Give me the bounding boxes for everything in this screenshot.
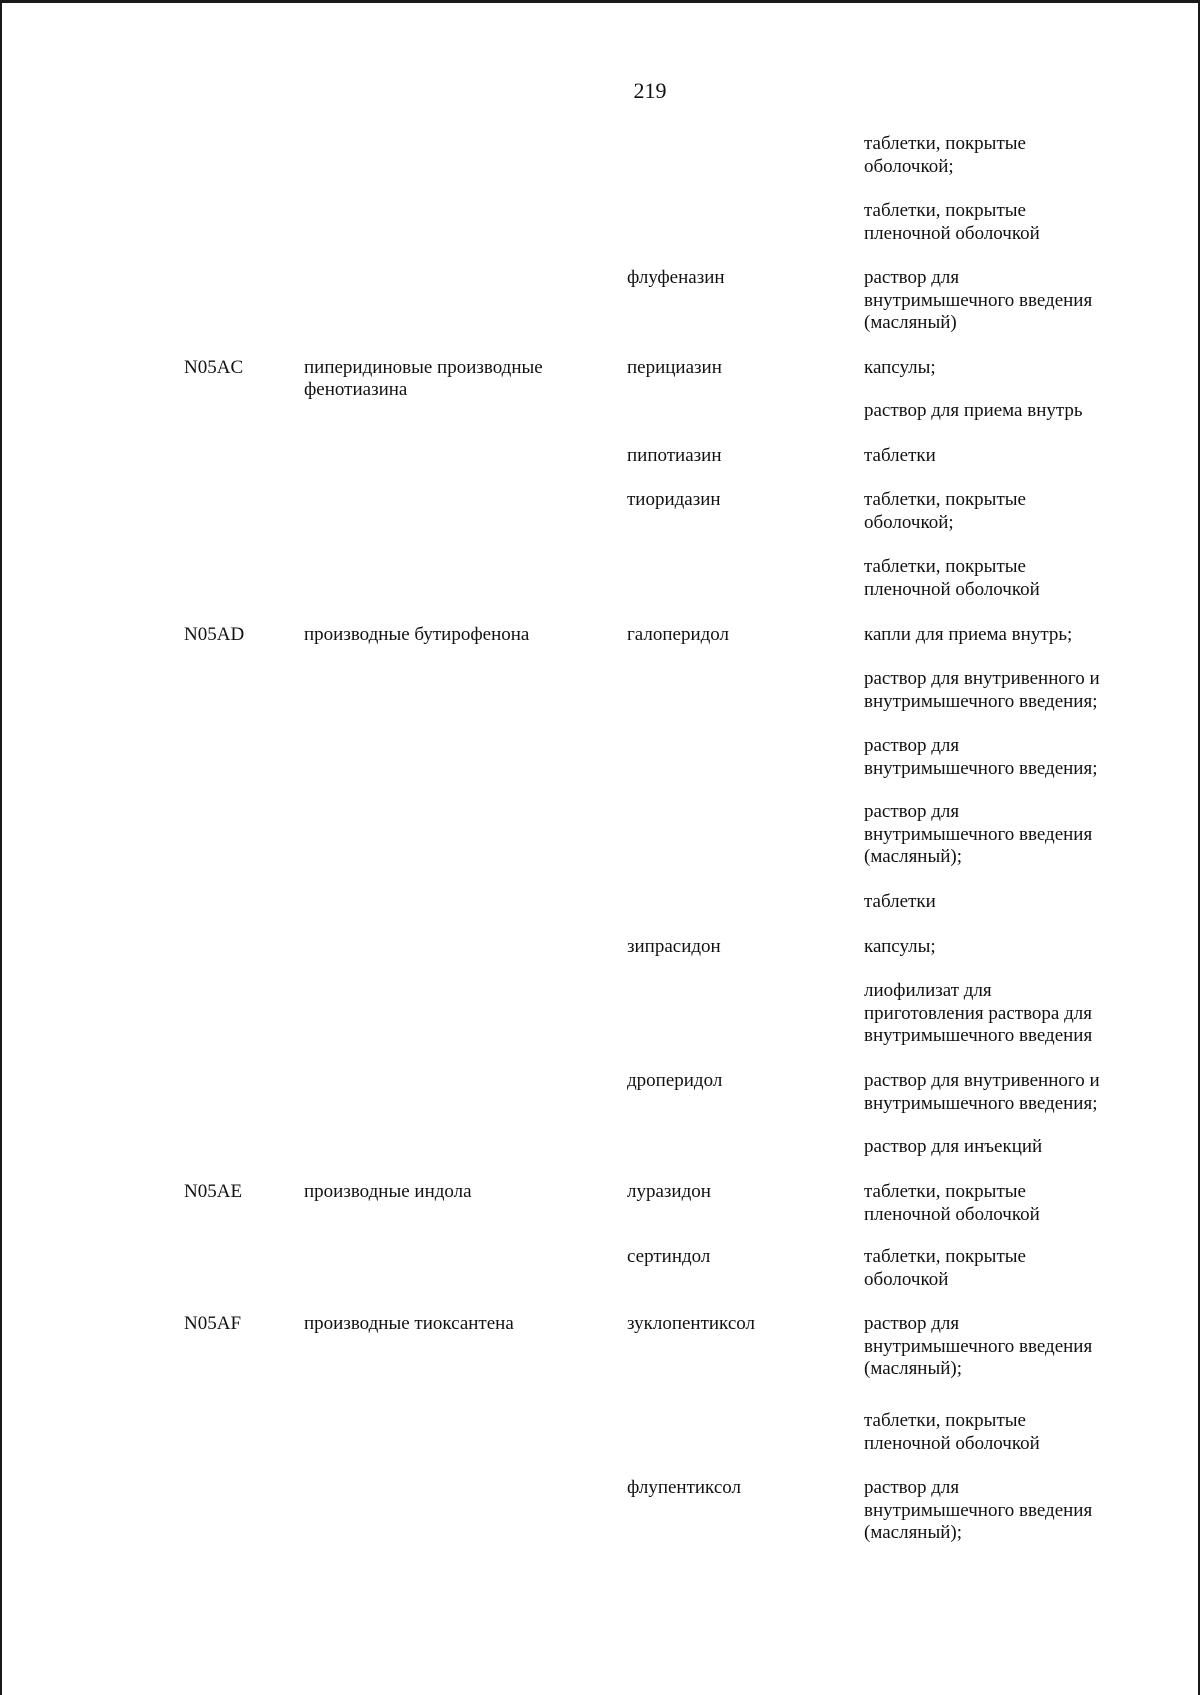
dosage-form-line: внутримышечного введения bbox=[864, 823, 1093, 845]
dosage-form-line: таблетки, покрытые bbox=[864, 1246, 1026, 1267]
dosage-form bbox=[864, 668, 1164, 713]
drug-name: луразидон bbox=[627, 1181, 711, 1202]
dosage-form-line: таблетки, покрытые bbox=[864, 1410, 1026, 1431]
drug-name: флуфеназин bbox=[627, 267, 725, 288]
dosage-form-line: внутримышечного введения bbox=[864, 1335, 1093, 1357]
dosage-form-line: таблетки, покрытые bbox=[864, 200, 1026, 221]
dosage-form-line: раствор для bbox=[864, 1313, 960, 1334]
dosage-form-line: внутримышечного введения; bbox=[864, 757, 1098, 779]
dosage-form-line: оболочкой bbox=[864, 1268, 949, 1290]
dosage-form-line: раствор для внутривенного и bbox=[864, 1070, 1100, 1091]
dosage-form bbox=[864, 400, 1164, 423]
dosage-form-line: внутримышечного введения bbox=[864, 289, 1093, 311]
dosage-form-line: раствор для bbox=[864, 801, 960, 822]
dosage-form bbox=[864, 980, 1164, 1048]
dosage-form-line: таблетки, покрытые bbox=[864, 1181, 1026, 1202]
dosage-form bbox=[864, 1136, 1164, 1159]
dosage-form-line: внутримышечного введения bbox=[864, 1025, 1093, 1046]
dosage-form-line: приготовления раствора для bbox=[864, 1002, 1092, 1024]
dosage-form bbox=[864, 1246, 1164, 1291]
dosage-form bbox=[864, 200, 1164, 245]
dosage-form bbox=[864, 735, 1164, 780]
drug-name: флупентиксол bbox=[627, 1477, 741, 1498]
pharmacological-group: производные тиоксантена bbox=[304, 1313, 514, 1334]
scan-top-edge bbox=[0, 0, 1200, 3]
dosage-form-line: таблетки bbox=[864, 445, 936, 466]
pharmacological-group: производные бутирофенона bbox=[304, 624, 530, 645]
dosage-form-line: капли для приема внутрь; bbox=[864, 624, 1073, 645]
dosage-form-line: раствор для внутривенного и bbox=[864, 668, 1100, 689]
dosage-form-line: раствор для bbox=[864, 1477, 960, 1498]
dosage-form-line: пленочной оболочкой bbox=[864, 1203, 1040, 1225]
dosage-form-line: раствор для инъекций bbox=[864, 1136, 1043, 1157]
dosage-form-line: пленочной оболочкой bbox=[864, 222, 1040, 244]
drug-name: сертиндол bbox=[627, 1246, 711, 1267]
dosage-form-line: оболочкой; bbox=[864, 511, 954, 533]
drug-name: галоперидол bbox=[627, 624, 730, 645]
dosage-form-line: внутримышечного введения; bbox=[864, 1092, 1098, 1114]
dosage-form bbox=[864, 801, 1164, 869]
pharmacological-group: пиперидиновые производные фенотиазина bbox=[304, 357, 543, 400]
dosage-form bbox=[864, 891, 1164, 914]
dosage-form-line: раствор для bbox=[864, 735, 960, 756]
drug-name: пипотиазин bbox=[627, 445, 722, 466]
dosage-form-line: (масляный); bbox=[864, 846, 963, 867]
dosage-form bbox=[864, 133, 1164, 178]
dosage-form bbox=[864, 267, 1164, 335]
dosage-form bbox=[864, 1313, 1164, 1381]
dosage-form-line: капсулы; bbox=[864, 936, 936, 957]
dosage-form bbox=[864, 624, 1164, 647]
pharmacological-group: производные индола bbox=[304, 1181, 472, 1202]
drug-name: зипрасидон bbox=[627, 936, 721, 957]
dosage-form-line: раствор для bbox=[864, 267, 960, 288]
dosage-form-line: пленочной оболочкой bbox=[864, 1432, 1040, 1454]
dosage-form bbox=[864, 357, 1164, 380]
dosage-form-line: таблетки, покрытые bbox=[864, 133, 1026, 154]
atc-code: N05AC bbox=[184, 357, 244, 378]
page-number: 219 bbox=[633, 78, 667, 103]
dosage-form-line: (масляный); bbox=[864, 1358, 963, 1379]
dosage-form bbox=[864, 1070, 1164, 1115]
dosage-form-line: таблетки, покрытые bbox=[864, 489, 1026, 510]
drug-name: перициазин bbox=[627, 357, 722, 378]
atc-code: N05AF bbox=[184, 1313, 242, 1334]
atc-code: N05AD bbox=[184, 624, 245, 645]
dosage-form-line: капсулы; bbox=[864, 357, 936, 378]
dosage-form-line: таблетки bbox=[864, 891, 936, 912]
atc-code: N05AE bbox=[184, 1181, 243, 1202]
dosage-form bbox=[864, 936, 1164, 959]
dosage-form-line: внутримышечного введения bbox=[864, 1499, 1093, 1521]
dosage-form bbox=[864, 1410, 1164, 1455]
dosage-form bbox=[864, 489, 1164, 534]
dosage-form-line: раствор для приема внутрь bbox=[864, 400, 1083, 421]
drug-name: тиоридазин bbox=[627, 489, 721, 510]
dosage-form-line: пленочной оболочкой bbox=[864, 578, 1040, 600]
dosage-form bbox=[864, 1477, 1164, 1545]
dosage-form-line: внутримышечного введения; bbox=[864, 690, 1098, 712]
scan-left-edge bbox=[0, 0, 2, 1695]
dosage-form-line: (масляный); bbox=[864, 1522, 963, 1543]
drug-name: дроперидол bbox=[627, 1070, 723, 1091]
dosage-form-line: лиофилизат для bbox=[864, 980, 992, 1001]
dosage-form bbox=[864, 445, 1164, 468]
dosage-form-line: таблетки, покрытые bbox=[864, 556, 1026, 577]
drug-name: зуклопентиксол bbox=[627, 1313, 755, 1334]
dosage-form bbox=[864, 1181, 1164, 1226]
dosage-form-line: оболочкой; bbox=[864, 155, 954, 177]
dosage-form-line: (масляный) bbox=[864, 312, 957, 333]
dosage-form bbox=[864, 556, 1164, 601]
